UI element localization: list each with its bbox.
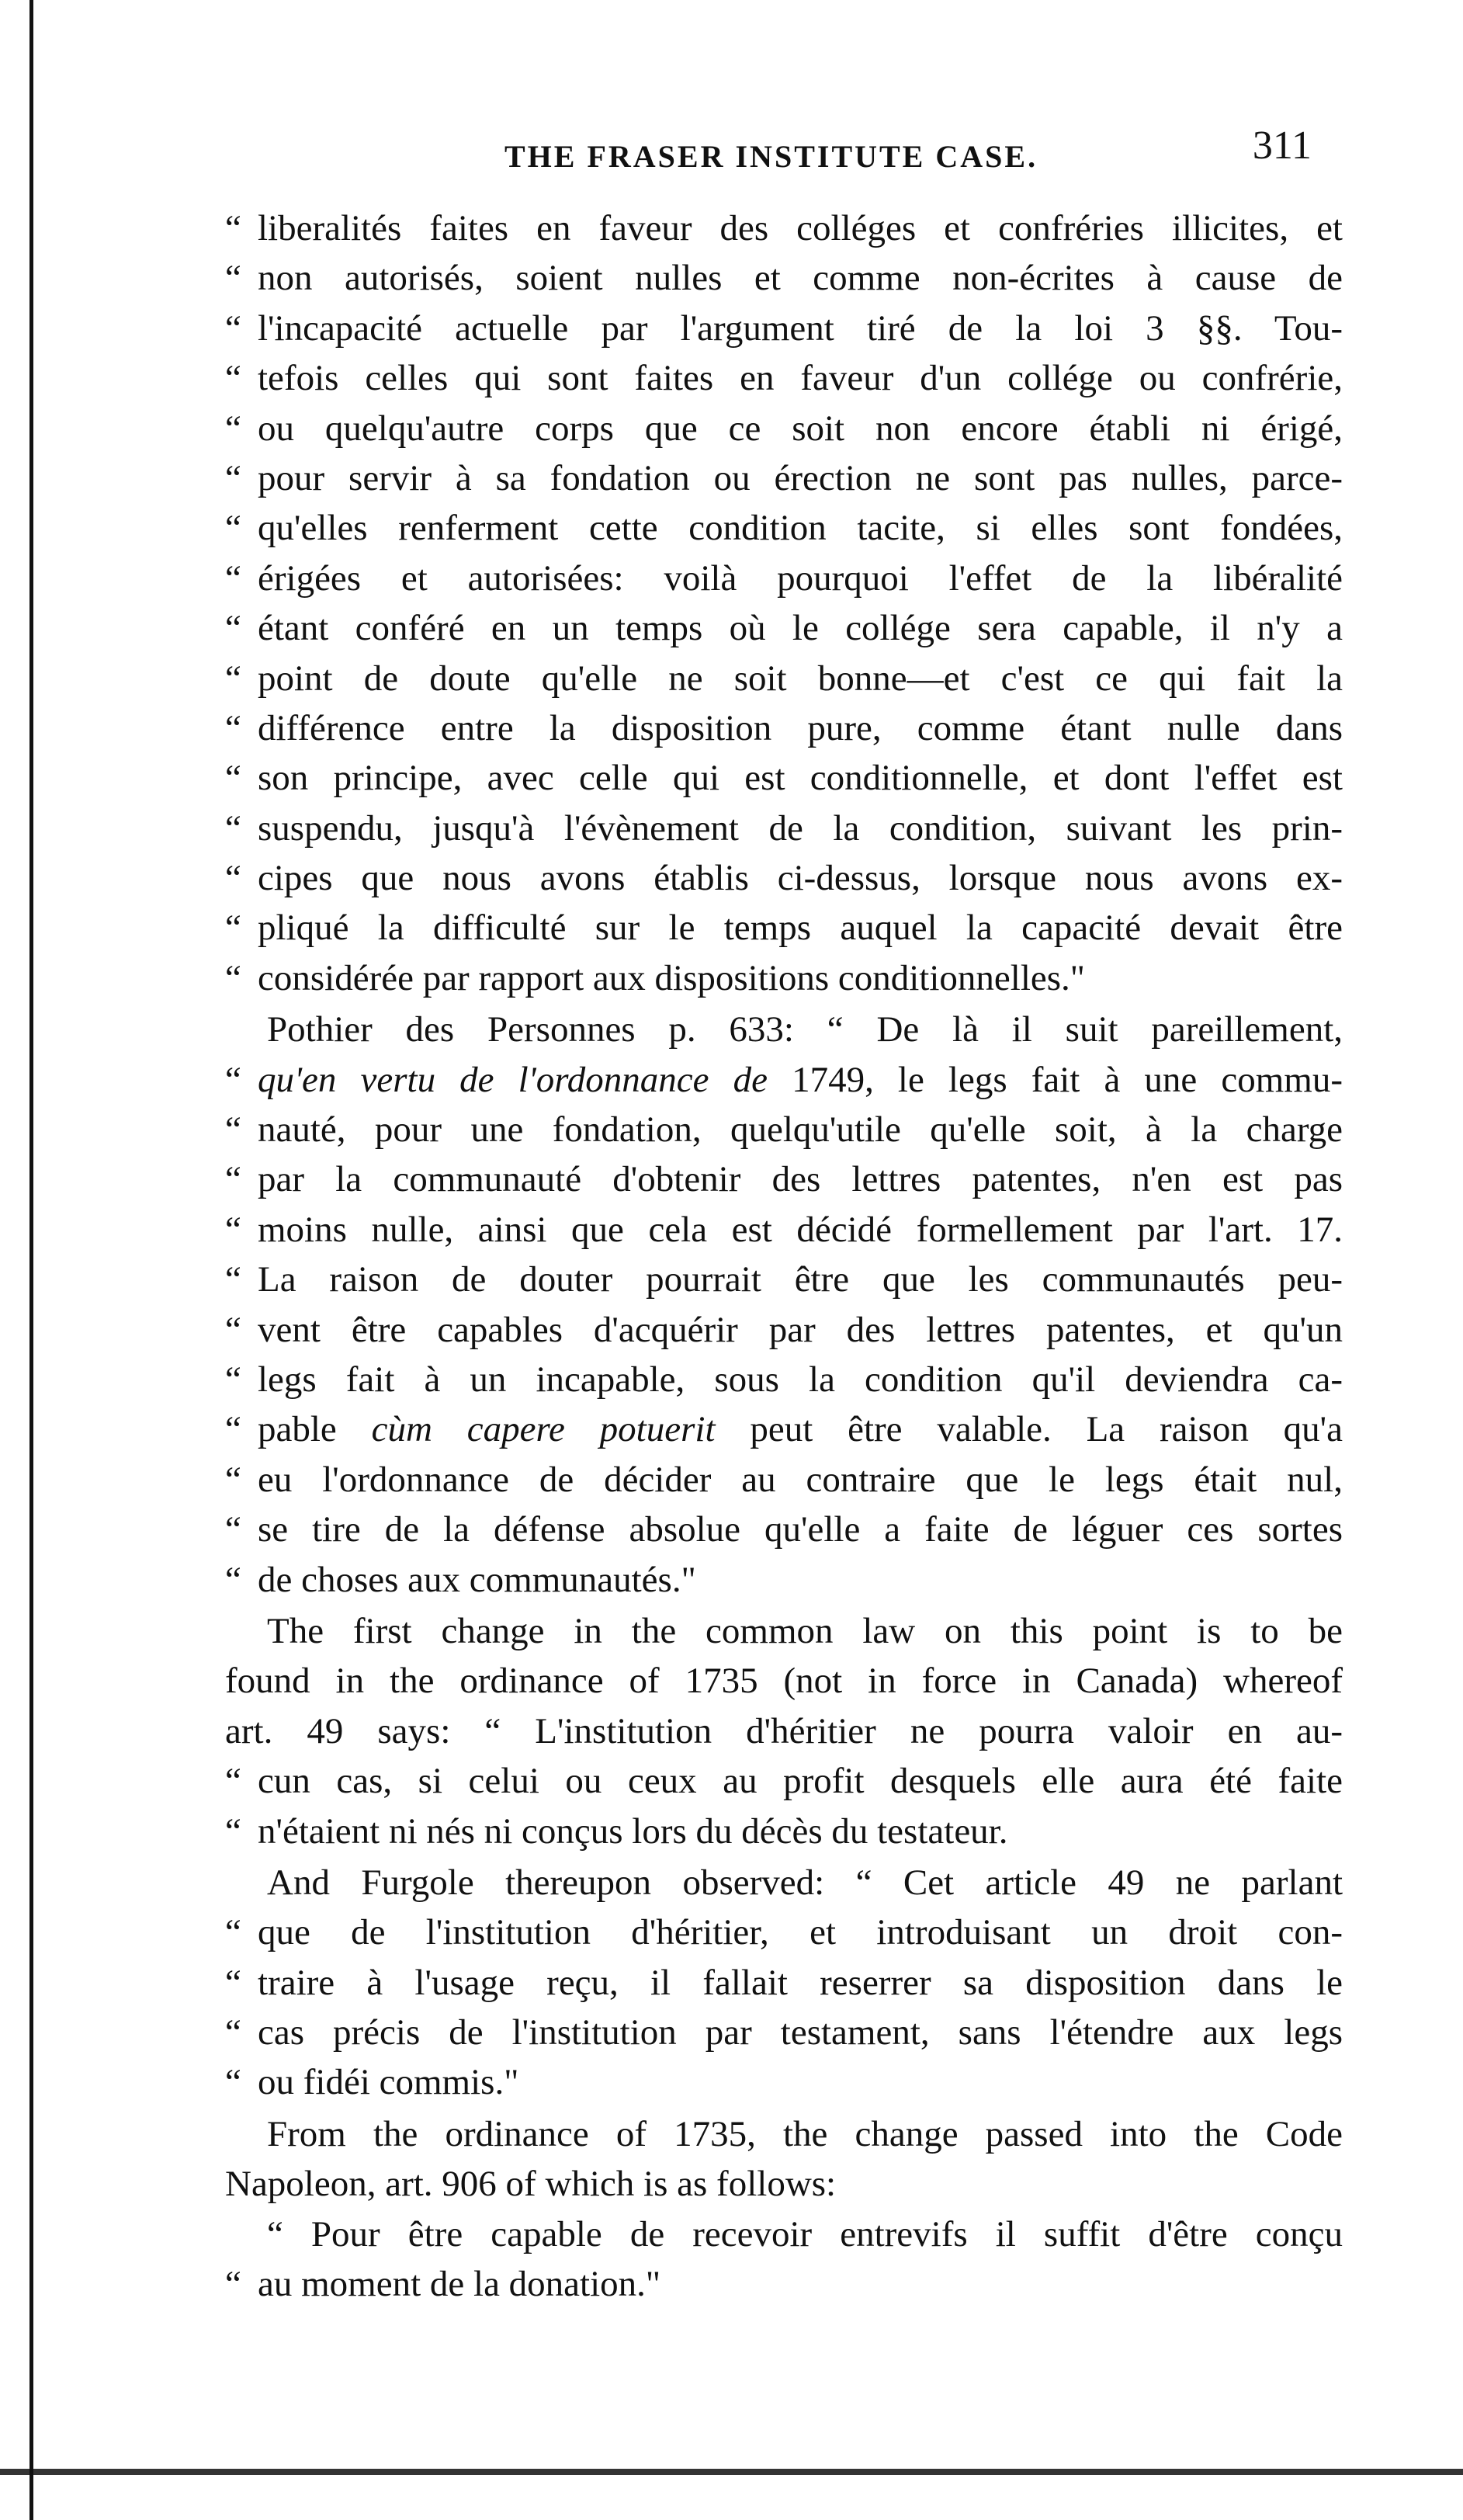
text-line	[225, 654, 1343, 703]
text-line	[225, 953, 1343, 1003]
text-line	[225, 1055, 1343, 1105]
text-span: érigées et autorisées: voilà pourquoi l'effet de la libéralité	[258, 557, 1343, 599]
text-span: “	[225, 307, 241, 349]
text-line	[225, 1555, 1343, 1605]
text-span: pliqué la difficulté sur le temps auquel la capacité devait être	[258, 908, 1343, 949]
text-span: “	[225, 557, 241, 599]
text-span: traire à l'usage reçu, il fallait reserrer sa disposition dans le	[258, 1962, 1343, 2003]
text-span: “	[225, 707, 241, 748]
scan-binding-edge	[29, 0, 33, 2520]
text-span: nauté, pour une fondation, quelqu'utile qu'elle soit, à la charge	[258, 1109, 1343, 1151]
text-span: “	[225, 2264, 241, 2305]
text-line	[225, 453, 1343, 503]
paragraph-3	[225, 1606, 1343, 1856]
text-line	[225, 1807, 1343, 1856]
text-span: “	[225, 2012, 241, 2053]
text-span: tefois celles qui sont faites en faveur d'un collége ou confrérie,	[258, 358, 1343, 399]
text-span: “	[225, 2062, 241, 2103]
text-span: cipes que nous avons établis ci-dessus, lorsque nous avons ex-	[258, 858, 1343, 899]
text-span: “	[225, 1109, 241, 1151]
paragraph-2	[225, 1005, 1343, 1605]
text-span: “	[225, 1962, 241, 2003]
text-span: ou quelqu'autre corps que ce soit non encore établi ni érigé,	[258, 408, 1343, 449]
text-line	[225, 2109, 1343, 2159]
text-span: “	[225, 908, 241, 949]
text-line	[225, 503, 1343, 553]
text-span: “	[225, 1209, 241, 1250]
text-span: And Furgole thereupon observed: “ Cet article 49 ne parlant	[267, 1862, 1343, 1903]
text-span: peut être valable. La raison qu'a	[715, 1409, 1343, 1450]
text-span: suspendu, jusqu'à l'évènement de la condition, suivant les prin-	[258, 807, 1343, 849]
text-span: “	[225, 1059, 241, 1100]
text-span: “	[225, 1509, 241, 1550]
text-span: “	[225, 1810, 241, 1852]
text-span: vent être capables d'acquérir par des lettres patentes, et qu'un	[258, 1309, 1343, 1350]
text-line	[225, 903, 1343, 953]
text-span: From the ordinance of 1735, the change passed into the Code	[267, 2113, 1343, 2154]
text-span: “	[225, 1359, 241, 1400]
text-span: considérée par rapport aux dispositions conditionnelles."	[258, 957, 1085, 998]
text-line	[225, 1455, 1343, 1505]
text-line	[225, 1656, 1343, 1706]
text-span: “	[225, 457, 241, 498]
text-line	[225, 1606, 1343, 1656]
text-span: cun cas, si celui ou ceux au profit desquels elle aura été faite	[258, 1761, 1343, 1802]
text-span: eu l'ordonnance de décider au contraire que le legs était nul,	[258, 1459, 1343, 1500]
text-span: “	[225, 208, 241, 248]
text-span: 1749, le legs fait à une commu-	[767, 1059, 1343, 1100]
paragraph-6	[225, 2209, 1343, 2310]
text-span: “	[225, 1259, 241, 1300]
text-span: La raison de douter pourrait être que les communautés peu-	[258, 1259, 1343, 1300]
paragraph-4	[225, 1858, 1343, 2108]
text-line	[225, 1858, 1343, 1907]
text-line	[225, 554, 1343, 603]
text-line	[225, 2159, 1343, 2209]
text-line	[225, 703, 1343, 753]
text-span: The first change in the common law on this point is to be	[267, 1610, 1343, 1651]
text-span: “	[225, 1309, 241, 1350]
text-span: ou fidéi commis."	[258, 2062, 519, 2103]
text-line	[225, 603, 1343, 653]
text-span: “	[225, 1459, 241, 1500]
text-span: qu'elles renferment cette condition tacite, si elles sont fondées,	[258, 508, 1343, 549]
text-span: “	[225, 408, 241, 449]
text-span: “	[225, 358, 241, 399]
text-span: son principe, avec celle qui est conditionnelle, et dont l'effet est	[258, 758, 1343, 799]
page-header	[256, 123, 1327, 185]
text-span: Napoleon, art. 906 of which is as follows:	[225, 2164, 837, 2205]
text-line	[225, 1205, 1343, 1255]
text-line	[225, 203, 1343, 253]
text-span: cas précis de l'institution par testament, sans l'étendre aux legs	[258, 2012, 1343, 2053]
text-line	[225, 1756, 1343, 1806]
text-span: Pothier des Personnes p. 633: “ De là il suit pareillement,	[267, 1009, 1343, 1050]
text-line	[225, 753, 1343, 803]
text-span: “	[225, 1159, 241, 1200]
text-span: pour servir à sa fondation ou érection ne sont pas nulles, parce-	[258, 457, 1343, 498]
text-span: au moment de la donation."	[258, 2264, 661, 2305]
text-line	[225, 353, 1343, 403]
text-line	[225, 1505, 1343, 1554]
text-line	[225, 2209, 1343, 2259]
text-span: différence entre la disposition pure, comme étant nulle dans	[258, 707, 1343, 748]
text-line	[225, 1255, 1343, 1304]
text-line	[225, 2008, 1343, 2057]
text-span: “	[225, 1559, 241, 1600]
text-line	[225, 804, 1343, 853]
text-line	[225, 1355, 1343, 1404]
text-line	[225, 2259, 1343, 2309]
text-span: pable	[258, 1409, 372, 1450]
text-span: “	[225, 858, 241, 899]
text-span: “	[225, 508, 241, 549]
text-span: étant conféré en un temps où le collége sera capable, il n'y a	[258, 608, 1343, 649]
text-span: point de doute qu'elle ne soit bonne—et c'est ce qui fait la	[258, 658, 1343, 699]
scan-bottom-curl	[0, 2469, 1463, 2475]
text-span: qu'en vertu de l'ordonnance de	[258, 1059, 768, 1100]
paragraph-5	[225, 2109, 1343, 2209]
text-span: “	[225, 1912, 241, 1953]
text-span: moins nulle, ainsi que cela est décidé formellement par l'art. 17.	[258, 1209, 1343, 1250]
text-span: legs fait à un incapable, sous la condition qu'il deviendra ca-	[258, 1359, 1343, 1400]
paragraph-1	[225, 203, 1343, 1003]
text-span: “	[225, 658, 241, 699]
text-line	[225, 1154, 1343, 1204]
text-line	[225, 1105, 1343, 1154]
page-number: 311	[1252, 123, 1312, 168]
text-span: n'étaient ni nés ni conçus lors du décès du testateur.	[258, 1810, 1008, 1852]
text-span: “	[225, 807, 241, 849]
text-span: cùm capere potuerit	[371, 1409, 716, 1450]
running-head: THE FRASER INSTITUTE CASE.	[504, 139, 1038, 174]
text-span: “	[225, 608, 241, 649]
text-line	[225, 853, 1343, 903]
text-span: “	[225, 258, 241, 299]
text-span: found in the ordinance of 1735 (not in force in Canada) whereof	[225, 1661, 1343, 1702]
text-line	[225, 304, 1343, 353]
text-span: “	[225, 758, 241, 799]
text-span: se tire de la défense absolue qu'elle a faite de léguer ces sortes	[258, 1509, 1343, 1550]
text-span: que de l'institution d'héritier, et introduisant un droit con-	[258, 1912, 1343, 1953]
text-span: l'incapacité actuelle par l'argument tiré de la loi 3 §§. Tou-	[258, 307, 1343, 349]
text-line	[225, 1005, 1343, 1054]
body-text	[225, 203, 1343, 2309]
text-span: liberalités faites en faveur des colléges et confréries illicites, et	[258, 208, 1343, 248]
text-span: art. 49 says: “ L'institution d'héritier ne pourra valoir en au-	[225, 1710, 1343, 1751]
text-line	[225, 404, 1343, 453]
text-line	[225, 253, 1343, 303]
text-span: “	[225, 1409, 241, 1450]
text-line	[225, 2057, 1343, 2107]
text-line	[225, 1706, 1343, 1756]
text-line	[225, 1305, 1343, 1355]
text-line	[225, 1404, 1343, 1454]
text-span: par la communauté d'obtenir des lettres patentes, n'en est pas	[258, 1159, 1343, 1200]
text-span: non autorisés, soient nulles et comme non-écrites à cause de	[258, 258, 1343, 299]
text-span: “ Pour être capable de recevoir entrevifs il suffit d'être conçu	[267, 2213, 1343, 2254]
text-span: “	[225, 957, 241, 998]
text-span: “	[225, 1761, 241, 1802]
text-line	[225, 1958, 1343, 2008]
text-span: de choses aux communautés."	[258, 1559, 696, 1600]
text-line	[225, 1907, 1343, 1957]
